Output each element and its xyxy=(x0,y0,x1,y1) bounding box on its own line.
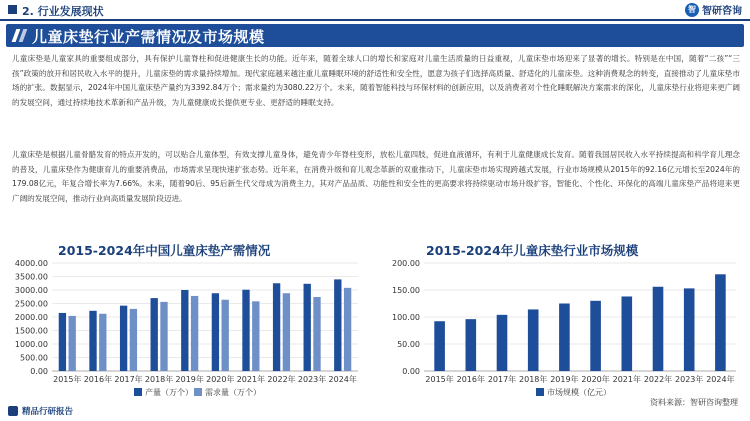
bar-series1 xyxy=(559,304,570,372)
bar-series1 xyxy=(715,274,726,371)
y-tick-label: 150.00 xyxy=(392,286,420,295)
header-divider xyxy=(0,19,750,21)
legend-swatch xyxy=(134,388,142,396)
chart-title-market-size: 2015-2024年儿童床垫行业市场规模 xyxy=(426,243,639,258)
y-tick-label: 1500.00 xyxy=(14,326,48,336)
y-tick-label: 1000.00 xyxy=(14,340,48,349)
bar-series2 xyxy=(130,309,137,371)
y-tick-label: 500.00 xyxy=(20,353,48,363)
legend-label: 需求量（万个） xyxy=(205,388,261,397)
y-tick-label: 0.00 xyxy=(402,367,420,376)
chart-title-production-demand: 2015-2024年中国儿童床垫产需情况 xyxy=(58,243,271,258)
legend-label: 市场规模（亿元） xyxy=(547,388,611,397)
section-marker-icon xyxy=(8,5,17,14)
bar-series1 xyxy=(465,319,476,371)
y-tick-label: 2500.00 xyxy=(14,299,48,309)
x-tick-label: 2024年 xyxy=(328,375,357,384)
production-demand-chart xyxy=(6,258,366,398)
report-icon xyxy=(8,406,18,416)
brand xyxy=(685,2,742,17)
paragraph-2: 儿童床垫是根据儿童骨骼发育的特点开发的，可以贴合儿童体型，有效支撑儿童身体，避免青少年脊柱变形，放松儿童四肢，促进血液循环，有利于儿童健康成长发育。随着我国居民收入水平持续提高和科学育儿理念的普及，儿童床垫作为健康育儿的重要消费品，市场需求呈现快速扩张态势。近年来，在消费升级和育儿观念革新的双重推动下，儿童床垫市场实现跨越式发展，行业市场规模从2015年的92.16亿元增长至2024年的179.08亿元，年复合增长率为7.66%。未来，随着90后、95后新生代父母成为消费主力，其对产品品质、功能性和安全性的更高要求将持续驱动市场升级扩容，智能化、个性化、环保化的高端儿童床垫产品将迎来更广阔的发展空间，推动行业向高质量发展阶段迈进。 xyxy=(12,150,740,203)
x-tick-label: 2023年 xyxy=(675,375,704,384)
section-title: 2. 行业发展现状 xyxy=(22,5,104,18)
y-tick-label: 50.00 xyxy=(397,340,420,349)
bar-series2 xyxy=(191,296,198,371)
bar-series1 xyxy=(590,301,601,371)
x-tick-label: 2019年 xyxy=(175,375,204,384)
top-bar xyxy=(0,0,750,20)
x-tick-label: 2019年 xyxy=(550,375,579,384)
y-tick-label: 100.00 xyxy=(392,313,420,322)
bar-series1 xyxy=(497,315,508,371)
bar-series2 xyxy=(344,288,351,371)
brand-name: 智研咨询 xyxy=(702,6,742,17)
bar-series1 xyxy=(334,279,341,371)
x-tick-label: 2015年 xyxy=(425,375,454,384)
bar-series1 xyxy=(59,313,66,371)
bar-series1 xyxy=(684,288,695,371)
footer-badge xyxy=(8,405,73,417)
x-tick-label: 2024年 xyxy=(706,375,735,384)
bar-series2 xyxy=(69,316,76,371)
x-tick-label: 2018年 xyxy=(519,375,548,384)
bar-series1 xyxy=(528,309,539,371)
bar-series1 xyxy=(653,287,664,371)
bar-series1 xyxy=(151,298,158,371)
x-tick-label: 2023年 xyxy=(297,375,327,384)
x-tick-label: 2021年 xyxy=(612,375,641,384)
x-tick-label: 2016年 xyxy=(456,375,485,384)
y-tick-label: 3500.00 xyxy=(14,272,48,282)
bar-series2 xyxy=(99,314,106,371)
bar-series1 xyxy=(212,293,219,371)
y-tick-label: 0.00 xyxy=(30,367,48,376)
bar-series1 xyxy=(304,284,311,371)
bar-series1 xyxy=(181,290,188,371)
y-tick-label: 200.00 xyxy=(392,259,420,268)
x-tick-label: 2017年 xyxy=(114,375,143,384)
bar-series1 xyxy=(273,283,280,371)
bar-series1 xyxy=(89,311,96,371)
x-tick-label: 2021年 xyxy=(236,375,266,384)
y-tick-label: 4000.00 xyxy=(14,259,48,268)
bar-series2 xyxy=(222,300,229,371)
bar-series1 xyxy=(120,306,127,371)
legend-label: 产量（万个） xyxy=(145,388,193,397)
x-tick-label: 2016年 xyxy=(83,375,113,384)
source-note: 资料来源：智研咨询整理 xyxy=(650,398,738,407)
x-tick-label: 2022年 xyxy=(643,375,673,384)
bar-series2 xyxy=(160,302,167,371)
market-size-chart xyxy=(382,258,744,398)
x-tick-label: 2022年 xyxy=(267,375,296,384)
banner-stripe-icon xyxy=(19,29,28,42)
legend-swatch xyxy=(194,388,202,396)
bar-series1 xyxy=(242,290,249,371)
legend-swatch xyxy=(536,388,544,396)
y-tick-label: 2000.00 xyxy=(14,313,48,322)
x-tick-label: 2018年 xyxy=(144,375,174,384)
market-size-chart-svg xyxy=(382,258,744,398)
bar-series1 xyxy=(621,296,632,371)
bar-series2 xyxy=(313,297,320,371)
bar-series2 xyxy=(252,301,259,371)
x-tick-label: 2020年 xyxy=(581,375,610,384)
y-tick-label: 3000.00 xyxy=(14,286,48,295)
page-title: 儿童床垫行业产需情况及市场规模 xyxy=(32,28,265,46)
paragraph-1: 儿童床垫是儿童家具的重要组成部分，具有保护儿童脊柱和促进健康生长的功能。近年来，随着全球人口的增长和家庭对儿童生活质量的日益重视，儿童床垫市场迎来了显著的增长。特别是在中国，随着“二孩”“三孩”政策的放开和居民收入水平的提升，儿童床垫的需求量持续增加。现代家庭越来越注重儿童睡眠环境的舒适性和安全性，愿意为孩子们选择高质量、舒适化的儿童床垫。这种消费观念的转变，直接推动了儿童床垫市场的扩张。数据显示，2024年中国儿童床垫产量约为3392.84万个；需求量约为3080.22万个。未来，随着智能科技与环保材料的创新应用，以及消费者对个性化睡眠解决方案需求的深化，儿童床垫行业将迎来更广阔的发展空间，通过持续地技术革新和产品升级，为儿童健康成长提供更专业、更舒适的睡眠支持。 xyxy=(12,54,740,107)
footer-label: 精品行研报告 xyxy=(22,407,74,417)
brand-logo-icon: 智 xyxy=(685,3,699,17)
bar-series2 xyxy=(283,293,290,371)
bar-series1 xyxy=(434,321,445,371)
x-tick-label: 2020年 xyxy=(206,375,235,384)
production-demand-chart-svg xyxy=(6,258,366,398)
title-banner xyxy=(6,24,744,47)
x-tick-label: 2017年 xyxy=(487,375,517,384)
x-tick-label: 2015年 xyxy=(53,375,82,384)
